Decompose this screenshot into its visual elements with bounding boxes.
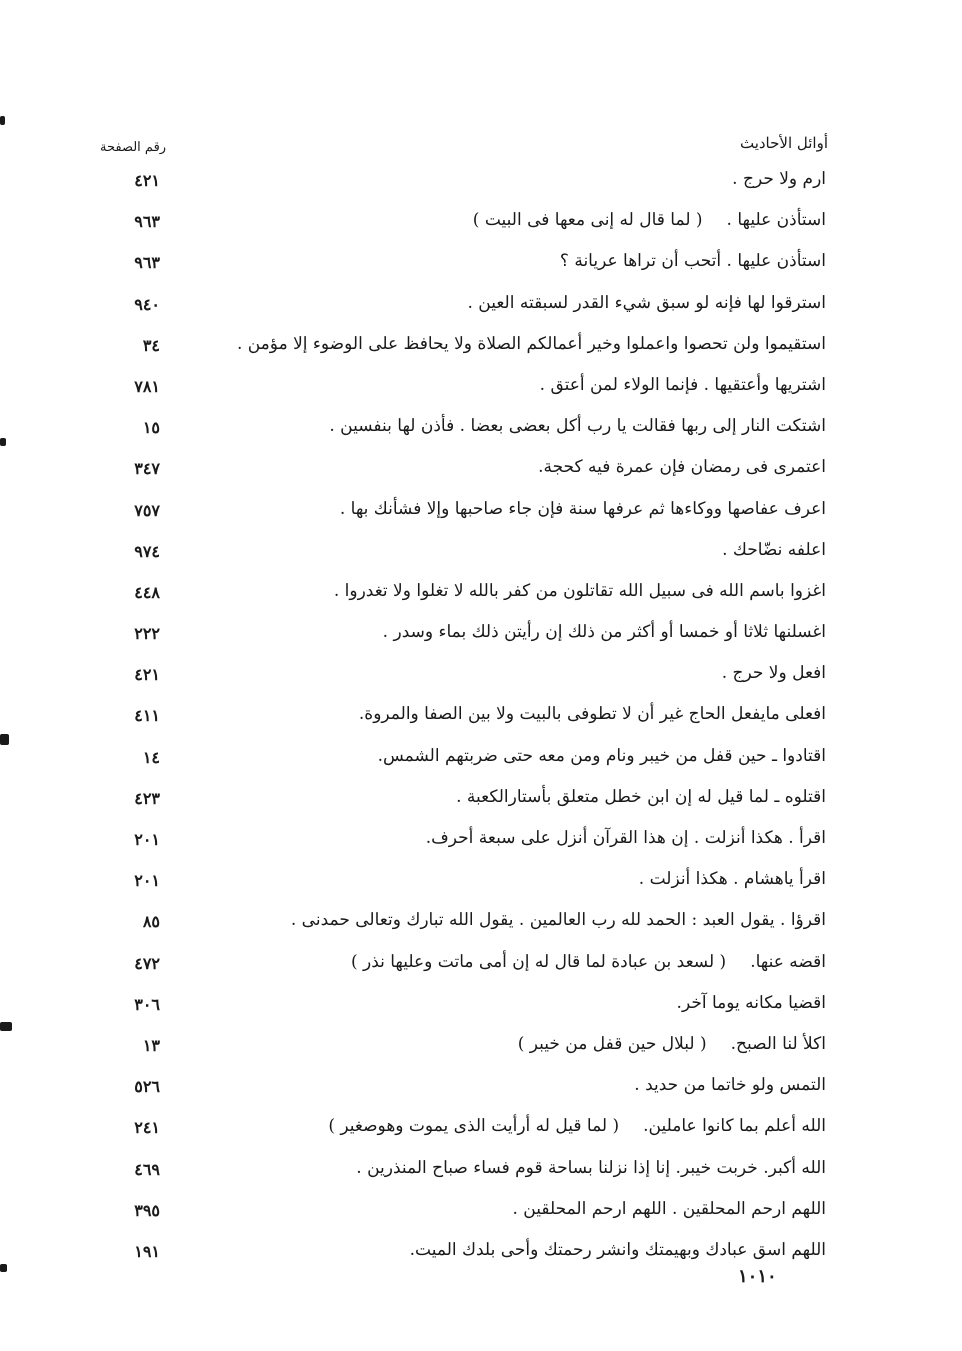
entry-page-number: ٣٤ bbox=[142, 335, 160, 355]
entry-page-number: ٧٥٧ bbox=[134, 500, 160, 520]
scan-mark bbox=[0, 1264, 7, 1272]
entry-page-number: ٢٠١ bbox=[134, 871, 160, 891]
index-entry bbox=[0, 1234, 962, 1275]
index-entry bbox=[0, 575, 962, 616]
entry-page-number: ٢٠١ bbox=[134, 830, 160, 849]
entry-text: استقيموا ولن تحصوا واعملوا وخير أعمالكم الصلاة ولا يحافظ على الوضوء إلا مؤمن . bbox=[236, 333, 826, 354]
index-entry bbox=[0, 245, 962, 286]
entry-page-number: ٤٤٨ bbox=[134, 582, 160, 602]
index-entry bbox=[0, 493, 962, 534]
entry-page-number: ١٣ bbox=[142, 1035, 160, 1055]
entry-text: التمس ولو خاتما من حديد . bbox=[634, 1075, 826, 1096]
index-entry bbox=[0, 863, 962, 904]
index-entry bbox=[0, 410, 962, 451]
index-entry bbox=[0, 698, 962, 739]
entry-page-number: ٤١١ bbox=[134, 706, 160, 726]
entry-text: اكلأ لنا الصبح.( لبلال حين قفل من خيبر ) bbox=[517, 1033, 826, 1054]
entry-page-number: ٤٢١ bbox=[134, 171, 160, 190]
index-entry bbox=[0, 657, 962, 698]
entry-page-number: ٩٧٤ bbox=[134, 541, 160, 561]
index-entry bbox=[0, 328, 962, 369]
entry-text: استأذن عليها . أتحب أن تراها عريانة ؟ bbox=[559, 251, 826, 272]
hadith-index-list bbox=[0, 163, 962, 1275]
entry-text: اغسلنها ثلاثا أو خمسا أو أكثر من ذلك إن رأيتن ذلك بماء وسدر . bbox=[382, 622, 826, 643]
page-column-label: رقم الصفحة bbox=[100, 140, 167, 155]
entry-page-number: ١٤ bbox=[142, 747, 160, 767]
entry-page-number: ٩٤٠ bbox=[134, 294, 160, 314]
entry-page-number: ٤٢٣ bbox=[134, 788, 160, 808]
entry-page-number: ٤٦٩ bbox=[134, 1159, 160, 1179]
index-entry bbox=[0, 1193, 962, 1234]
scan-mark bbox=[0, 734, 9, 745]
index-entry bbox=[0, 946, 962, 987]
entry-text: الله أكبر. خربت خيبر. إنا إذا نزلنا بساحة قوم فساء صباح المنذرين . bbox=[356, 1157, 826, 1178]
entry-page-number: ١٥ bbox=[142, 418, 160, 438]
entry-text: اغزوا باسم الله فى سبيل الله تقاتلون من كفر بالله لا تغلوا ولا تغدروا . bbox=[333, 580, 826, 601]
entry-page-number: ٧٨١ bbox=[134, 376, 160, 396]
entry-page-number: ٤٢١ bbox=[134, 665, 160, 685]
index-entry bbox=[0, 1110, 962, 1151]
page-number: ١٠١٠ bbox=[738, 1266, 777, 1287]
entry-page-number: ٨٥ bbox=[142, 912, 160, 932]
entry-text: اشتكت النار إلى ربها فقالت يا رب أكل بعضى بعضا . فأذن لها بنفسين . bbox=[329, 416, 826, 437]
scan-mark bbox=[0, 1022, 12, 1031]
index-entry bbox=[0, 740, 962, 781]
entry-text: اللهم ارحم المحلقين . اللهم ارحم المحلقين . bbox=[512, 1198, 826, 1219]
entry-text: افعل ولا حرج . bbox=[721, 663, 826, 684]
index-entry bbox=[0, 904, 962, 945]
entry-page-number: ٢٢٢ bbox=[134, 624, 160, 644]
entry-page-number: ٢٤١ bbox=[134, 1118, 160, 1138]
index-entry bbox=[0, 781, 962, 822]
index-entry bbox=[0, 369, 962, 410]
index-entry bbox=[0, 1152, 962, 1193]
entry-text: اقرأ . هكذا أنزلت . إن هذا القرآن أنزل على سبعة أحرف. bbox=[425, 828, 826, 848]
scan-mark bbox=[0, 116, 5, 125]
index-entry bbox=[0, 163, 962, 204]
scan-mark bbox=[0, 438, 6, 446]
index-entry bbox=[0, 204, 962, 245]
entry-page-number: ٣٤٧ bbox=[134, 459, 160, 479]
entry-page-number: ٩٦٣ bbox=[134, 212, 160, 232]
index-entry bbox=[0, 287, 962, 328]
entry-text: اقتادوا ـ حين قفل من خيبر ونام ومن معه حتى ضربتهم الشمس. bbox=[377, 745, 826, 766]
entry-text: اعرف عفاصها ووكاءها ثم عرفها سنة فإن جاء صاحبها وإلا فشأنك بها . bbox=[339, 498, 826, 519]
index-entry bbox=[0, 534, 962, 575]
entry-text: اقضه عنها.( لسعد بن عبادة لما قال له إن أمى ماتت وعليها نذر ) bbox=[350, 951, 826, 972]
entry-text: الله أعلم بما كانوا عاملين.( لما قيل له أرأيت الذى يموت وهوصغير ) bbox=[328, 1116, 826, 1137]
entry-text: اقتلوه ـ لما قيل له إن ابن خطل متعلق بأستارالكعبة . bbox=[456, 786, 826, 807]
entry-text: استأذن عليها .( لما قال له إنى معها فى البيت ) bbox=[472, 210, 826, 231]
index-entry bbox=[0, 987, 962, 1028]
entry-page-number: ٣٠٦ bbox=[134, 994, 160, 1014]
index-entry bbox=[0, 616, 962, 657]
entry-text: افعلى مايفعل الحاج غير أن لا تطوفى بالبيت ولا بين الصفا والمروة. bbox=[358, 704, 826, 725]
entry-page-number: ١٩١ bbox=[134, 1241, 160, 1261]
entry-text: اشتريها وأعتقيها . فإنما الولاء لمن أعتق . bbox=[539, 374, 826, 395]
entry-text: اعتمرى فى رمضان فإن عمرة فيه كحجة. bbox=[538, 457, 826, 478]
index-entry bbox=[0, 1069, 962, 1110]
entry-page-number: ٩٦٣ bbox=[134, 253, 160, 273]
entry-text: اعلفه نضّاحك . bbox=[722, 539, 826, 560]
entry-text: اللهم اسق عبادك وبهيمتك وانشر رحمتك وأحى بلدك الميت. bbox=[409, 1239, 826, 1260]
entry-text: استرقوا لها فإنه لو سبق شيء القدر لسبقته العين . bbox=[467, 292, 826, 313]
index-entry bbox=[0, 822, 962, 863]
entry-page-number: ٥٢٦ bbox=[134, 1077, 160, 1097]
entry-text: اقرؤا . يقول العبد : الحمد لله رب العالمين . يقول الله تبارك وتعالى حمدنى . bbox=[290, 910, 826, 931]
section-title: أوائل الأحاديث bbox=[739, 134, 828, 152]
entry-page-number: ٤٧٢ bbox=[134, 953, 160, 973]
entry-page-number: ٣٩٥ bbox=[134, 1200, 160, 1220]
entry-text: ارم ولا حرج . bbox=[732, 169, 826, 189]
index-entry bbox=[0, 451, 962, 492]
entry-text: اقرأ ياهشام . هكذا أنزلت . bbox=[638, 869, 826, 890]
entry-text: اقضيا مكانه يوما آخر. bbox=[676, 992, 826, 1013]
index-entry bbox=[0, 1028, 962, 1069]
